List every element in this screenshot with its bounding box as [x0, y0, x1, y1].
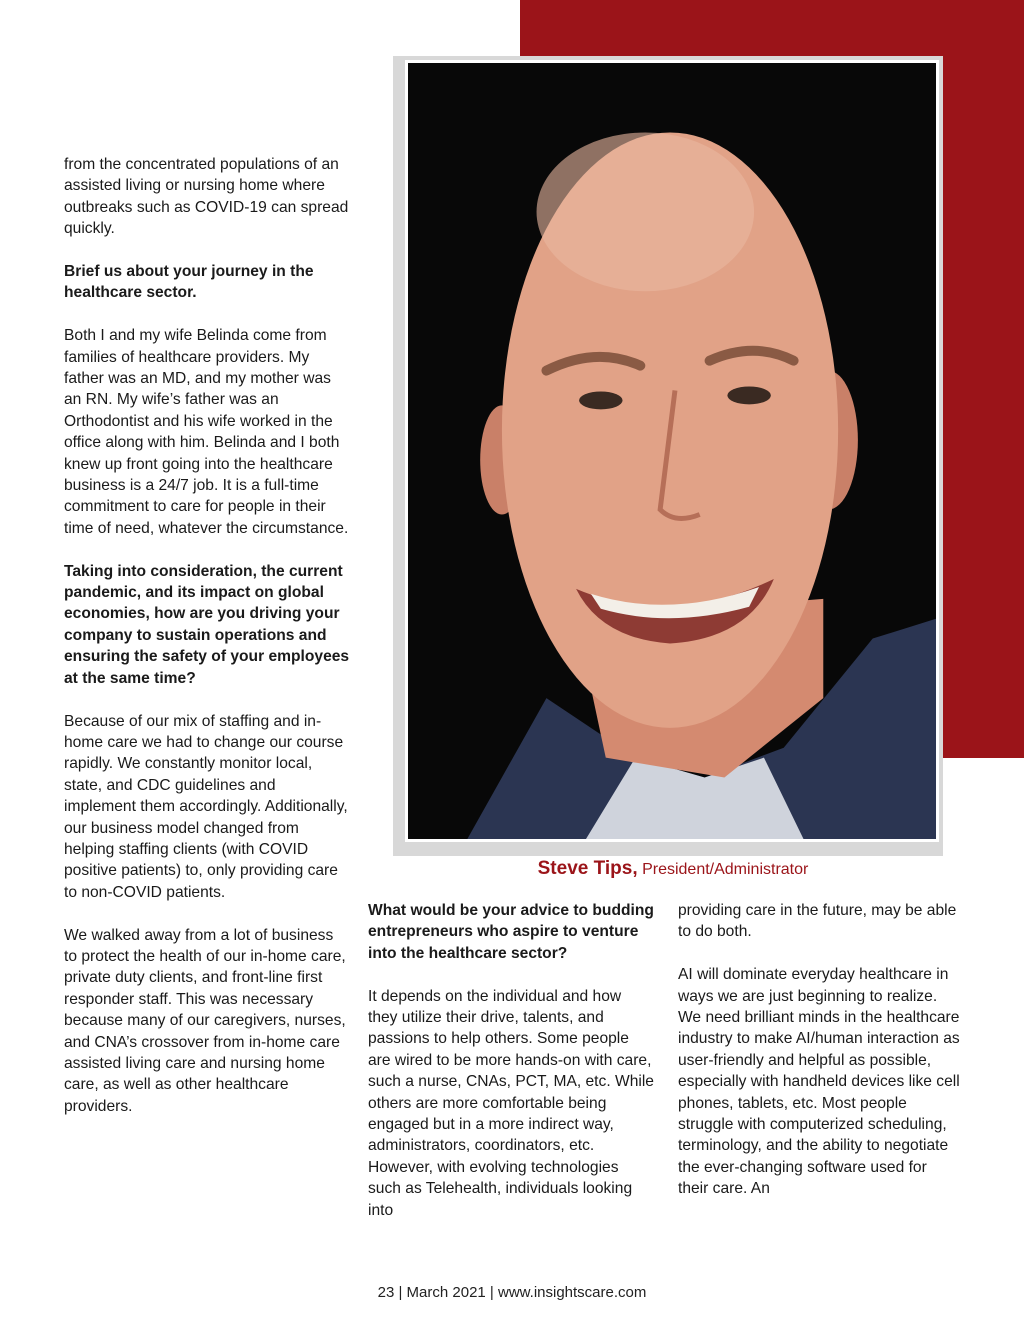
- question-heading: Taking into consideration, the current pandemic, and its impact on global economies, how are you driving your company to sustain operations and ensuring the safety of your employees at the same time?: [64, 562, 350, 687]
- paragraph: providing care in the future, may be able to do both.: [678, 902, 957, 941]
- text-column-2: [368, 900, 654, 1242]
- text-column-3: [678, 900, 960, 1221]
- question-heading: Brief us about your journey in the healthcare sector.: [64, 263, 314, 302]
- paragraph: Both I and my wife Belinda come from families of healthcare providers. My father was an MD, and my mother was an RN. My wife’s father was an Orthodontist and his wife worked in the office along with him. Belinda and I both knew up front going into the healthcare business is a 24/7 job. It is a full-time commitment to care for people in their time of need, whatever the circumstance.: [64, 327, 349, 537]
- page-footer: 23 | March 2021 | www.insightscare.com: [377, 1284, 647, 1301]
- photo-caption: [393, 858, 953, 880]
- question-heading: What would be your advice to budding entrepreneurs who aspire to venture into the healthcare sector?: [368, 902, 654, 962]
- paragraph: AI will dominate everyday healthcare in ways we are just beginning to realize. We need brilliant minds in the healthcare industry to make AI/human interaction as user-friendly and helpful as possible, especially with handheld devices like cell phones, tablets, etc. Most people struggle with computerized scheduling, terminology, and the ability to negotiate the ever-changing software used for their care. An: [678, 966, 960, 1198]
- paragraph: It depends on the individual and how they utilize their drive, talents, and passions to help others. Some people are wired to be more hands-on with care, such a nurse, CNAs, PCT, MA, etc. While others are more comfortable being engaged but in a more indirect way, administrators, coordinators, etc. However, with evolving technologies such as Telehealth, individuals looking into: [368, 987, 654, 1219]
- portrait-photo: [405, 60, 939, 842]
- caption-name: Steve Tips,: [537, 858, 638, 879]
- paragraph: Because of our mix of staffing and in-home care we had to change our course rapidly. We constantly monitor local, state, and CDC guidelines and implement them accordingly. Additionally, our business model changed from helping staffing clients (with COVID positive patients) to, only providing care to non-COVID patients.: [64, 712, 348, 901]
- caption-role: President/Administrator: [642, 861, 809, 878]
- text-column-1: [64, 154, 350, 1139]
- paragraph: We walked away from a lot of business to protect the health of our in-home care, private duty clients, and front-line first responder staff. This was necessary because many of our caregivers, nurses, and CNA’s crossover from in-home care assisted living care and nursing home care, as well as other healthcare providers.: [64, 926, 346, 1115]
- paragraph: from the concentrated populations of an assisted living or nursing home where outbreaks such as COVID-19 can spread quickly.: [64, 156, 349, 238]
